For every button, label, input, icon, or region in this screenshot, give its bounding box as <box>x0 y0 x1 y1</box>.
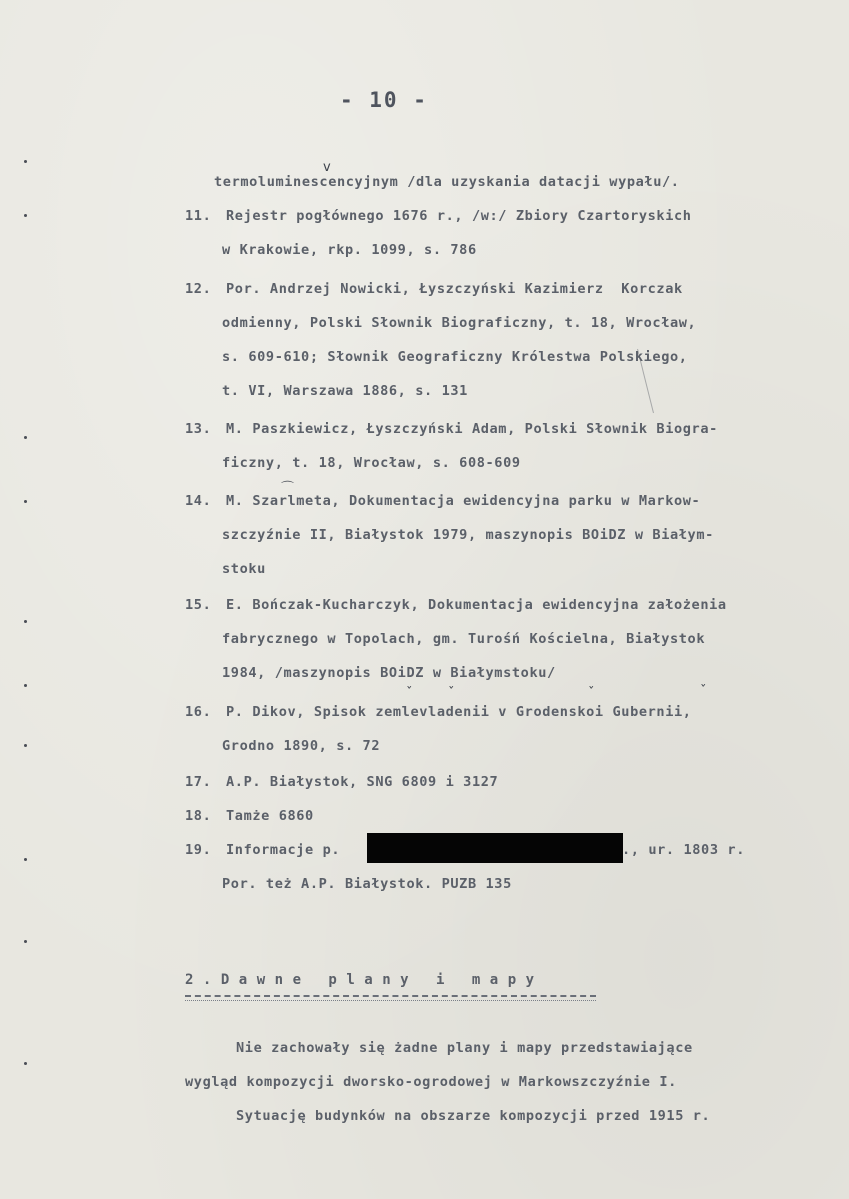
ref-17-line-1: A.P. Białystok, SNG 6809 i 3127 <box>226 774 499 790</box>
ref-14-line-3: stoku <box>222 561 266 577</box>
ref-13-line-1: M. Paszkiewicz, Łyszczyński Adam, Polski Słownik Biogra- <box>226 421 718 437</box>
ref-15-line-2: fabrycznego w Topolach, gm. Turośń Kościelna, Białystok <box>222 631 706 647</box>
handwritten-mark: ˇ <box>700 684 707 699</box>
ref-16-line-2: Grodno 1890, s. 72 <box>222 738 381 754</box>
margin-mark <box>24 940 27 943</box>
ref-12-line-3: s. 609-610; Słownik Geograficzny Królestwa Polskiego, <box>222 349 688 365</box>
ref-16-line-1: P. Dikov, Spisok zemlevladenii v Grodenskoi Gubernii, <box>226 704 692 720</box>
margin-mark <box>24 436 27 439</box>
ref-11-line-1: Rejestr pogłównego 1676 r., /w:/ Zbiory Czartoryskich <box>226 208 692 224</box>
handwritten-mark: ˇ <box>448 686 455 701</box>
handwritten-mark: ˇ <box>588 686 595 701</box>
redaction-bar <box>367 833 623 863</box>
section-paragraph-line-3: Sytuację budynków na obszarze kompozycji przed 1915 r. <box>236 1108 711 1124</box>
ref-number: 13. <box>185 421 212 437</box>
ref-number: 11. <box>185 208 212 224</box>
section-paragraph-line-1: Nie zachowały się żadne plany i mapy przedstawiające <box>236 1040 693 1056</box>
margin-mark <box>24 684 27 687</box>
ref-number: 12. <box>185 281 212 297</box>
ref-13-line-2: ficzny, t. 18, Wrocław, s. 608-609 <box>222 455 521 471</box>
heading-underline <box>185 995 596 997</box>
ref-number: 14. <box>185 493 212 509</box>
page-number: - 10 - <box>340 88 428 112</box>
ref-number: 15. <box>185 597 212 613</box>
ref-15-line-1: E. Bończak-Kucharczyk, Dokumentacja ewidencyjna założenia <box>226 597 727 613</box>
ref-12-line-2: odmienny, Polski Słownik Biograficzny, t. 18, Wrocław, <box>222 315 697 331</box>
ref-number: 16. <box>185 704 212 720</box>
ref-19-line-1a: Informacje p. <box>226 842 341 858</box>
section-heading: 2.Dawne plany i mapy <box>185 972 544 988</box>
ref-number: 18. <box>185 808 212 824</box>
margin-mark <box>24 744 27 747</box>
ref-12-line-1: Por. Andrzej Nowicki, Łyszczyński Kazimierz Korczak <box>226 281 683 297</box>
ref-number: 19. <box>185 842 212 858</box>
margin-mark <box>24 1062 27 1065</box>
margin-mark <box>24 858 27 861</box>
ref-11-line-2: w Krakowie, rkp. 1099, s. 786 <box>222 242 477 258</box>
margin-mark <box>24 160 27 163</box>
ref-14-line-1: M. Szarlmeta, Dokumentacja ewidencyjna parku w Markow- <box>226 493 701 509</box>
margin-mark <box>24 214 27 217</box>
handwritten-mark: ˇ <box>406 686 413 701</box>
ref-10-continuation: termoluminescencyjnym /dla uzyskania datacji wypału/. <box>214 174 680 190</box>
ref-15-line-3: 1984, /maszynopis BOiDZ w Białymstoku/ <box>222 665 556 681</box>
ref-14-line-2: szczyźnie II, Białystok 1979, maszynopis BOiDZ w Białym- <box>222 527 714 543</box>
margin-mark <box>24 620 27 623</box>
margin-mark <box>24 500 27 503</box>
ref-19-line-2: Por. też A.P. Białystok. PUZB 135 <box>222 876 512 892</box>
ref-12-line-4: t. VI, Warszawa 1886, s. 131 <box>222 383 468 399</box>
ref-18-line-1: Tamże 6860 <box>226 808 314 824</box>
ref-19-line-1b: ., ur. 1803 r. <box>622 842 745 858</box>
handwritten-mark: v <box>323 160 331 175</box>
handwritten-mark: ⌒ <box>281 481 295 496</box>
heading-underline <box>185 1000 596 1001</box>
section-paragraph-line-2: wygląd kompozycji dworsko-ogrodowej w Markowszczyźnie I. <box>185 1074 677 1090</box>
ref-number: 17. <box>185 774 212 790</box>
